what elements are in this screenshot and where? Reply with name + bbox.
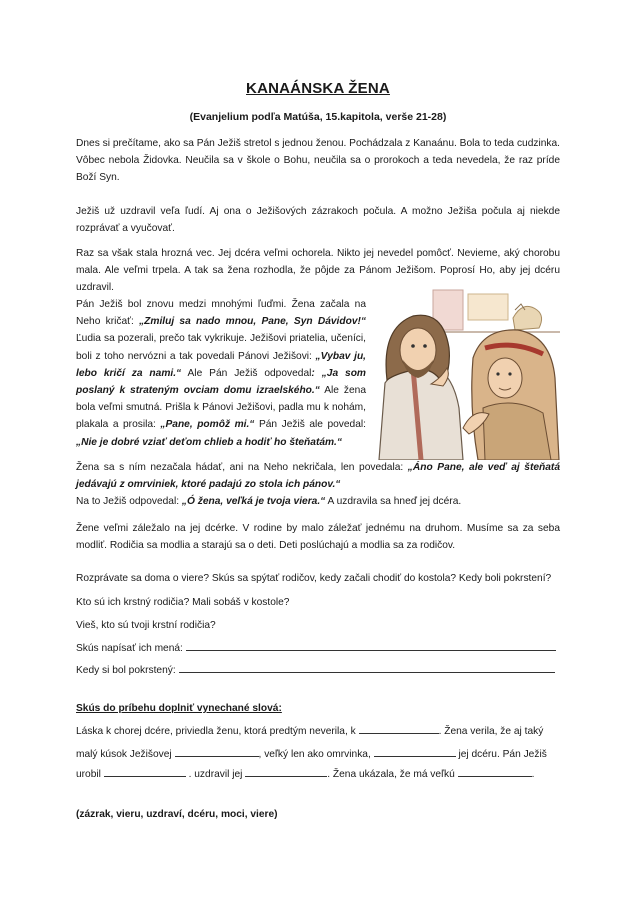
exercise-text: jej dcéru. Pán Ježiš [458, 749, 547, 760]
exercise-text: , veľký len ako omrvinka, [258, 749, 371, 760]
question-godparents: Kto sú ich krstný rodičia? Mali sobáš v kostole? [76, 597, 290, 608]
story-text: Pán Ježiš ale povedal: [258, 419, 366, 431]
names-blank-line[interactable] [186, 640, 556, 651]
story-text: Na to Ježiš odpovedal: [76, 496, 182, 508]
exercise-heading: Skús do príbehu doplniť vynechané slová: [76, 703, 282, 714]
exercise-text: urobil [76, 769, 101, 780]
fill-blank-3[interactable] [374, 746, 456, 757]
exercise-text: Láska k chorej dcére, priviedla ženu, ktorá predtým neverila, k [76, 726, 356, 737]
story-quote: : „Ja som poslaný k strateným ovciam domu izraelského.“ [76, 367, 366, 397]
story-text: Ale žena bola veľmi smutná. Prišla k Pánovi Ježišovi, padla mu k nohám, plakala a prosila: [76, 385, 366, 431]
story-quote: „Nie je dobré vziať deťom chlieb a hodiť ho šteňatám.“ [76, 436, 342, 448]
story-quote: „Pane, pomôž mi.“ [160, 419, 255, 431]
fill-blank-5[interactable] [245, 766, 327, 777]
story-quote: „Zmiluj sa nado mnou, Pane, Syn Dávidov!“ [139, 316, 366, 328]
story-quote: „Vybav ju, lebo kričí za nami.“ [76, 350, 367, 379]
question-own-godparents: Vieš, kto sú tvoji krstní rodičia? [76, 620, 216, 631]
page-title: KANAÁNSKA ŽENA [246, 80, 390, 97]
fill-blank-2[interactable] [175, 746, 259, 757]
exercise-line-2 [76, 746, 560, 764]
question-baptism-label: Kedy si bol pokrstený: [76, 665, 176, 676]
miracles-paragraph: Ježiš už uzdravil veľa ľudí. Aj ona o Ježišových zázrakoch počula. A možno Ježiša počula aj niekde rozprávať a vyučovať. [76, 206, 560, 235]
story-text: Žena sa s ním nezačala hádať, ani na Neho nekričala, len povedala: [76, 462, 408, 473]
fill-blank-1[interactable] [359, 723, 439, 734]
question-baptism-row [76, 662, 560, 680]
story-text: Ľudia sa pozerali, prečo tak vykrikuje. Ježišovi priatelia, učeníci, boli z toho nervózni a tak povedali Pánovi Ježišovi: [76, 333, 366, 362]
question-names-row [76, 640, 560, 658]
story-narrow-block [76, 296, 366, 451]
intro-paragraph: Dnes si prečítame, ako sa Pán Ježiš stretol s jednou ženou. Pochádzala z Kanaánu. Bola to teda cudzinka. Vôbec nebola Židovka. Neučila sa v škole o Bohu, neučila sa o prorokoch a teda nevedela, že raz príde Boží Syn. [76, 138, 560, 184]
illness-paragraph: Raz sa však stala hrozná vec. Jej dcéra veľmi ochorela. Nikto jej nevedel pomôcť. Nevieme, aký chorobu mala. Ale veľmi trpela. A tak sa žena rozhodla, že pôjde za Pánom Ježišom. Poprosí Ho, aby jej dcéru uzdravil. [76, 248, 560, 294]
question-faith-talk: Rozprávate sa doma o viere? Skús sa spýtať rodičov, kedy začali chodiť do kostola? Kedy boli pokrstení? [76, 573, 552, 584]
story-quote: „Ó žena, veľká je tvoja viera.“ [181, 496, 326, 508]
story-text: Ale Pán Ježiš odpovedal [187, 367, 312, 379]
baptism-date-blank-line[interactable] [179, 662, 555, 673]
jesus-and-woman-illustration [373, 288, 560, 460]
exercise-text: . Žena verila, že aj taký [438, 726, 544, 737]
exercise-line-1 [76, 723, 560, 741]
exercise-line-3 [76, 766, 560, 784]
story-wide-block [76, 459, 560, 511]
exercise-text: . [531, 769, 535, 780]
story-text: Pán Ježiš bol znovu medzi mnohými ľuďmi. Žena začala na Neho kričať: [76, 299, 366, 328]
family-paragraph: Žene veľmi záležalo na jej dcérke. V rodine by malo záležať jednému na druhom. Musíme sa za seba modliť. Rodičia sa modlia a starajú sa o deti. Deti poslúchajú a modlia sa za rodičov. [76, 523, 560, 552]
word-bank: (zázrak, vieru, uzdraví, dcéru, moci, viere) [76, 809, 278, 820]
page-subtitle: (Evanjelium podľa Matúša, 15.kapitola, verše 21-28) [189, 111, 447, 123]
story-quote: „Áno Pane, ale veď aj šteňatá jedávajú z omrviniek, ktoré padajú zo stola ich pánov.“ [76, 462, 560, 491]
exercise-text: malý kúsok Ježišovej [76, 749, 172, 760]
fill-blank-6[interactable] [458, 766, 532, 777]
story-text: A uzdravila sa hneď jej dcéra. [325, 496, 462, 508]
fill-blank-4[interactable] [104, 766, 186, 777]
question-names-label: Skús napísať ich mená: [76, 643, 183, 654]
exercise-text: . Žena ukázala, že má veľkú [327, 769, 455, 780]
exercise-text: . uzdravil jej [188, 769, 243, 780]
